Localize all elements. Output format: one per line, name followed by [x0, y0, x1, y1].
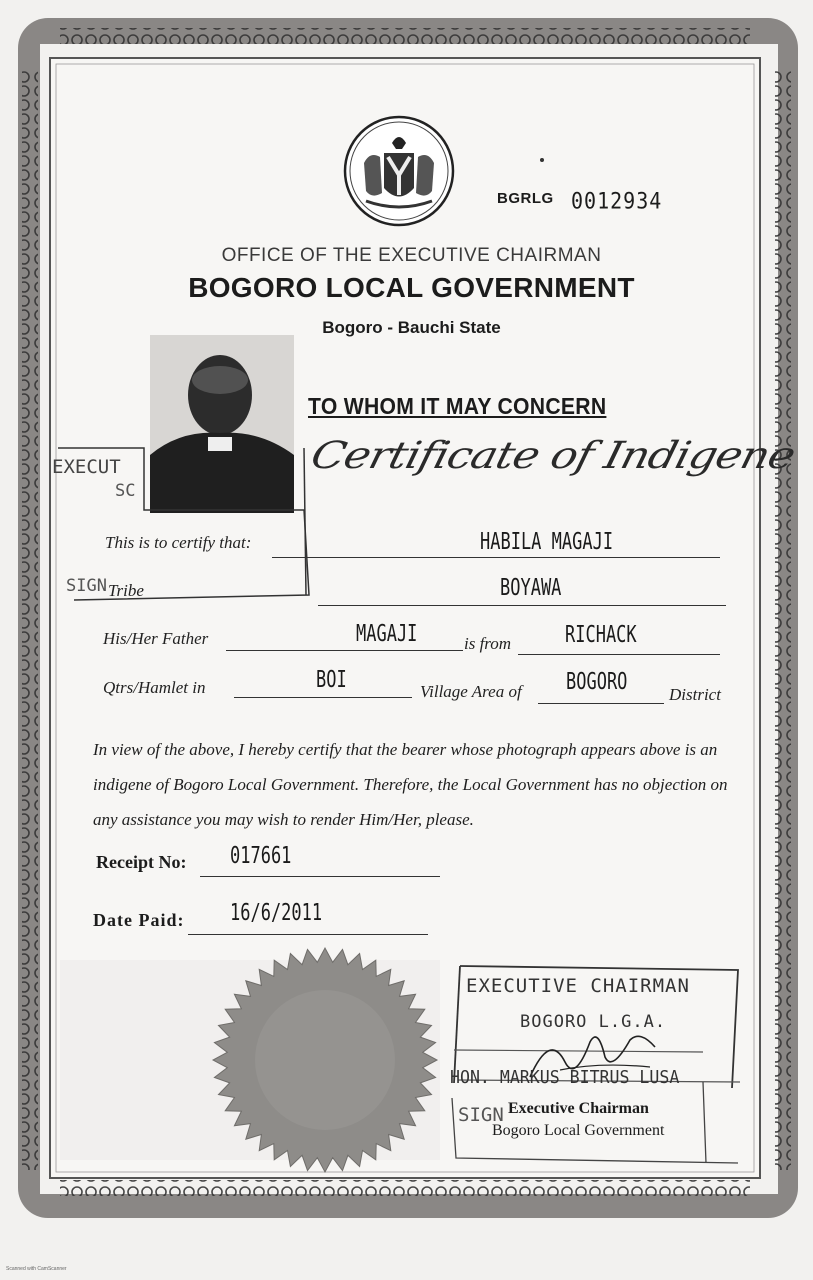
is-from-value: RICHACK — [565, 620, 637, 648]
tribe-value: BOYAWA — [500, 573, 562, 601]
receipt-label: Receipt No: — [96, 852, 187, 872]
serial-number: 0012934 — [571, 187, 663, 215]
photo-stamp-line2: SC — [115, 481, 136, 501]
concern-heading: TO WHOM IT MAY CONCERN — [308, 393, 607, 419]
date-label: Date Paid: — [93, 910, 185, 930]
lga-location: Bogoro - Bauchi State — [322, 318, 501, 337]
certificate-title: Certificate of Indigene — [306, 433, 800, 478]
scanner-note: Scanned with CamScanner — [6, 1266, 67, 1272]
village-label: Village Area of — [420, 682, 522, 701]
certification-paragraph: In view of the above, I hereby certify that the bearer whose photograph appears above is an indigene of Bogoro Local Government. Therefore, the Local Government has no objection on any assistance you may wish to render Him/Her, please. — [93, 740, 728, 829]
chairman-stamp-line2: BOGORO L.G.A. — [520, 1012, 667, 1032]
qtrs-value: BOI — [316, 665, 347, 693]
serial-prefix: BGRLG — [497, 190, 554, 207]
photo-stamp-line1: EXECUT — [52, 456, 121, 478]
tribe-label: Tribe — [108, 581, 144, 600]
dot-mark — [540, 158, 544, 162]
lga-name: BOGORO LOCAL GOVERNMENT — [188, 272, 635, 303]
coat-of-arms-icon — [342, 113, 457, 228]
chairman-stamp-sign: SIGN — [458, 1104, 504, 1126]
is-from-label: is from — [464, 634, 512, 653]
father-label: His/Her Father — [103, 629, 209, 648]
certify-value: HABILA MAGAJI — [480, 527, 614, 555]
date-value: 16/6/2011 — [230, 898, 323, 926]
signature-title: Executive Chairman — [508, 1100, 649, 1117]
chairman-stamp-line1: EXECUTIVE CHAIRMAN — [466, 975, 690, 997]
receipt-value: 017661 — [230, 841, 292, 869]
office-title: OFFICE OF THE EXECUTIVE CHAIRMAN — [221, 245, 602, 266]
chairman-name: HON. MARKUS BITRUS LUSA — [450, 1067, 680, 1088]
district-label: District — [669, 685, 721, 704]
village-value: BOGORO — [566, 667, 628, 695]
photo-stamp-sign: SIGN — [66, 576, 107, 596]
signature-org: Bogoro Local Government — [492, 1122, 665, 1139]
certify-label: This is to certify that: — [105, 533, 252, 552]
official-seal-icon — [205, 945, 445, 1175]
father-value: MAGAJI — [356, 619, 418, 647]
qtrs-label: Qtrs/Hamlet in — [103, 678, 206, 697]
